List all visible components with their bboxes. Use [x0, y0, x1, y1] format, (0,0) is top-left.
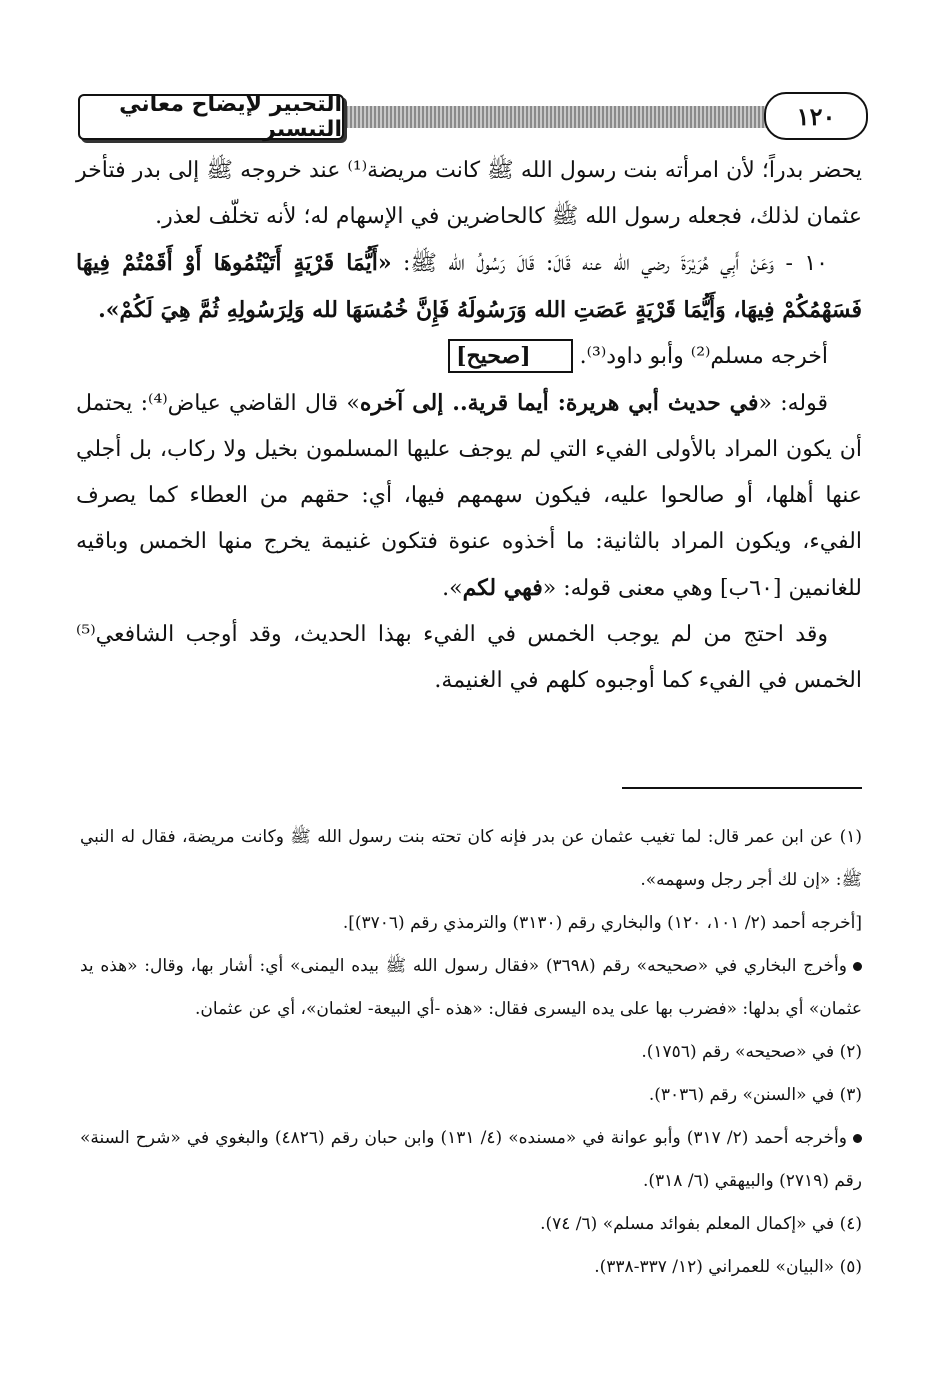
footnote-3: (٣) في «السنن» رقم (٣٠٣٦).: [648, 1085, 862, 1105]
book-title: التحبير لإيضاح معاني التيسير: [78, 94, 344, 140]
takhrij-line: [76, 334, 862, 380]
footnote-2: (٢) في «صحيحه» رقم (١٧٥٦).: [641, 1042, 862, 1062]
hadith-text: «أَيُّمَا قَرْيَةٍ أَتَيْتُمُوهَا أَوْ أَقَمْتُمْ فِيهَا فَسَهْمُكُمْ فِيهَا، وَأَيُّمَا قَرْيَةٍ عَصَتِ الله وَرَسُولَهُ فَإِنَّ خُمُسَهَا لله وَلِرَسُولِهِ ثُمَّ هِيَ لَكُمْ».: [76, 250, 862, 323]
paragraph-1: يحضر بدراً؛ لأن امرأته بنت رسول الله ﷺ كانت مريضة⁽¹⁾ عند خروجه ﷺ إلى بدر فتأخر عثمان لذلك، فجعله رسول الله ﷺ كالحاضرين في الإسهام له؛ لأنه تخلّف لعذر.: [76, 158, 862, 229]
paragraph-2: [76, 380, 862, 612]
footnote-5: (٥) «البيان» للعمراني (١٢/ ٣٣٧-٣٣٨).: [594, 1257, 862, 1277]
footnote-3-extra-text: وأخرجه أحمد (٢/ ٣١٧) وأبو عوانة في «مسنده» (٤/ ١٣١) وابن حبان رقم (٤٨٢٦) والبغوي في «شرح السنة» رقم (٢٧١٩) والبيهقي (٦/ ٣١٨).: [80, 1128, 862, 1191]
hadith-intro: ١٠ - وَعَنْ أَبِي هُرَيْرَةَ رضي الله عنه قَالَ: قَالَ رَسُولُ الله ﷺ:: [391, 251, 828, 276]
header-decorative-band: [278, 106, 798, 128]
footnote-1-source: [أخرجه أحمد (٢/ ١٠١، ١٢٠) والبخاري رقم (٣١٣٠) والترمذي رقم (٣٧٠٦)].: [342, 913, 862, 933]
p2-quote: في حديث أبي هريرة: أيما قرية.. إلى آخره: [359, 390, 759, 416]
footnote-1-extra: [80, 945, 862, 1031]
p2-start: قوله: «: [758, 391, 829, 416]
page-number: ١٢٠: [764, 92, 868, 140]
footnote-4: (٤) في «إكمال المعلم بفوائد مسلم» (٦/ ٧٤).: [540, 1214, 862, 1234]
paragraph-3: وقد احتج من لم يوجب الخمس في الفيء بهذا الحديث، وقد أوجب الشافعي⁽⁵⁾ الخمس في الفيء كما أوجبوه كلهم في الغنيمة.: [76, 622, 862, 693]
footnote-1-extra-text: وأخرج البخاري في «صحيحه» رقم (٣٦٩٨) «فقال رسول الله ﷺ بيده اليمنى» أي: أشار بها، وقال: «هذه يد عثمان» أي بدلها: «فضرب بها على يده اليسرى فقال: «هذه -أي البيعة- لعثمان»، أي عن عثمان.: [80, 956, 862, 1019]
main-text: [76, 148, 862, 704]
takhrij-text: أخرجه مسلم⁽²⁾ وأبو داود⁽³⁾.: [572, 344, 828, 369]
p2-rest: » قال القاضي عياض⁽⁴⁾: يحتمل أن يكون المراد بالأولى الفيء التي لم يوجف عليها المسلمون بخيل ولا ركاب، بل أجلي عنها أهلها، أو صالحوا عليه، فيكون سهمهم فيها، أي: حقهم من العطاء كما يصرف الفيء، ويكون المراد بالثانية: ما أخذوه عنوة فتكون غنيمة يخرج منها الخمس وباقيه للغانمين [٦٠ب] وهي معنى قوله: «: [76, 391, 862, 601]
footnote-divider: [622, 787, 862, 789]
hadith-paragraph: [76, 240, 862, 334]
page-header: [78, 92, 868, 142]
grade-badge: [صحيح]: [448, 339, 573, 373]
bullet-icon: [853, 1134, 862, 1143]
p2-quote-2: فهي لكم: [462, 575, 543, 601]
p2-end: ».: [442, 576, 463, 601]
footnotes: [80, 816, 862, 1289]
bullet-icon: [853, 962, 862, 971]
footnote-3-extra: [80, 1117, 862, 1203]
footnote-1: (١) عن ابن عمر قال: لما تغيب عثمان عن بدر فإنه كان تحته بنت رسول الله ﷺ وكانت مريضة، فقال له النبي ﷺ: «إن لك أجر رجل وسهمه».: [80, 827, 862, 890]
